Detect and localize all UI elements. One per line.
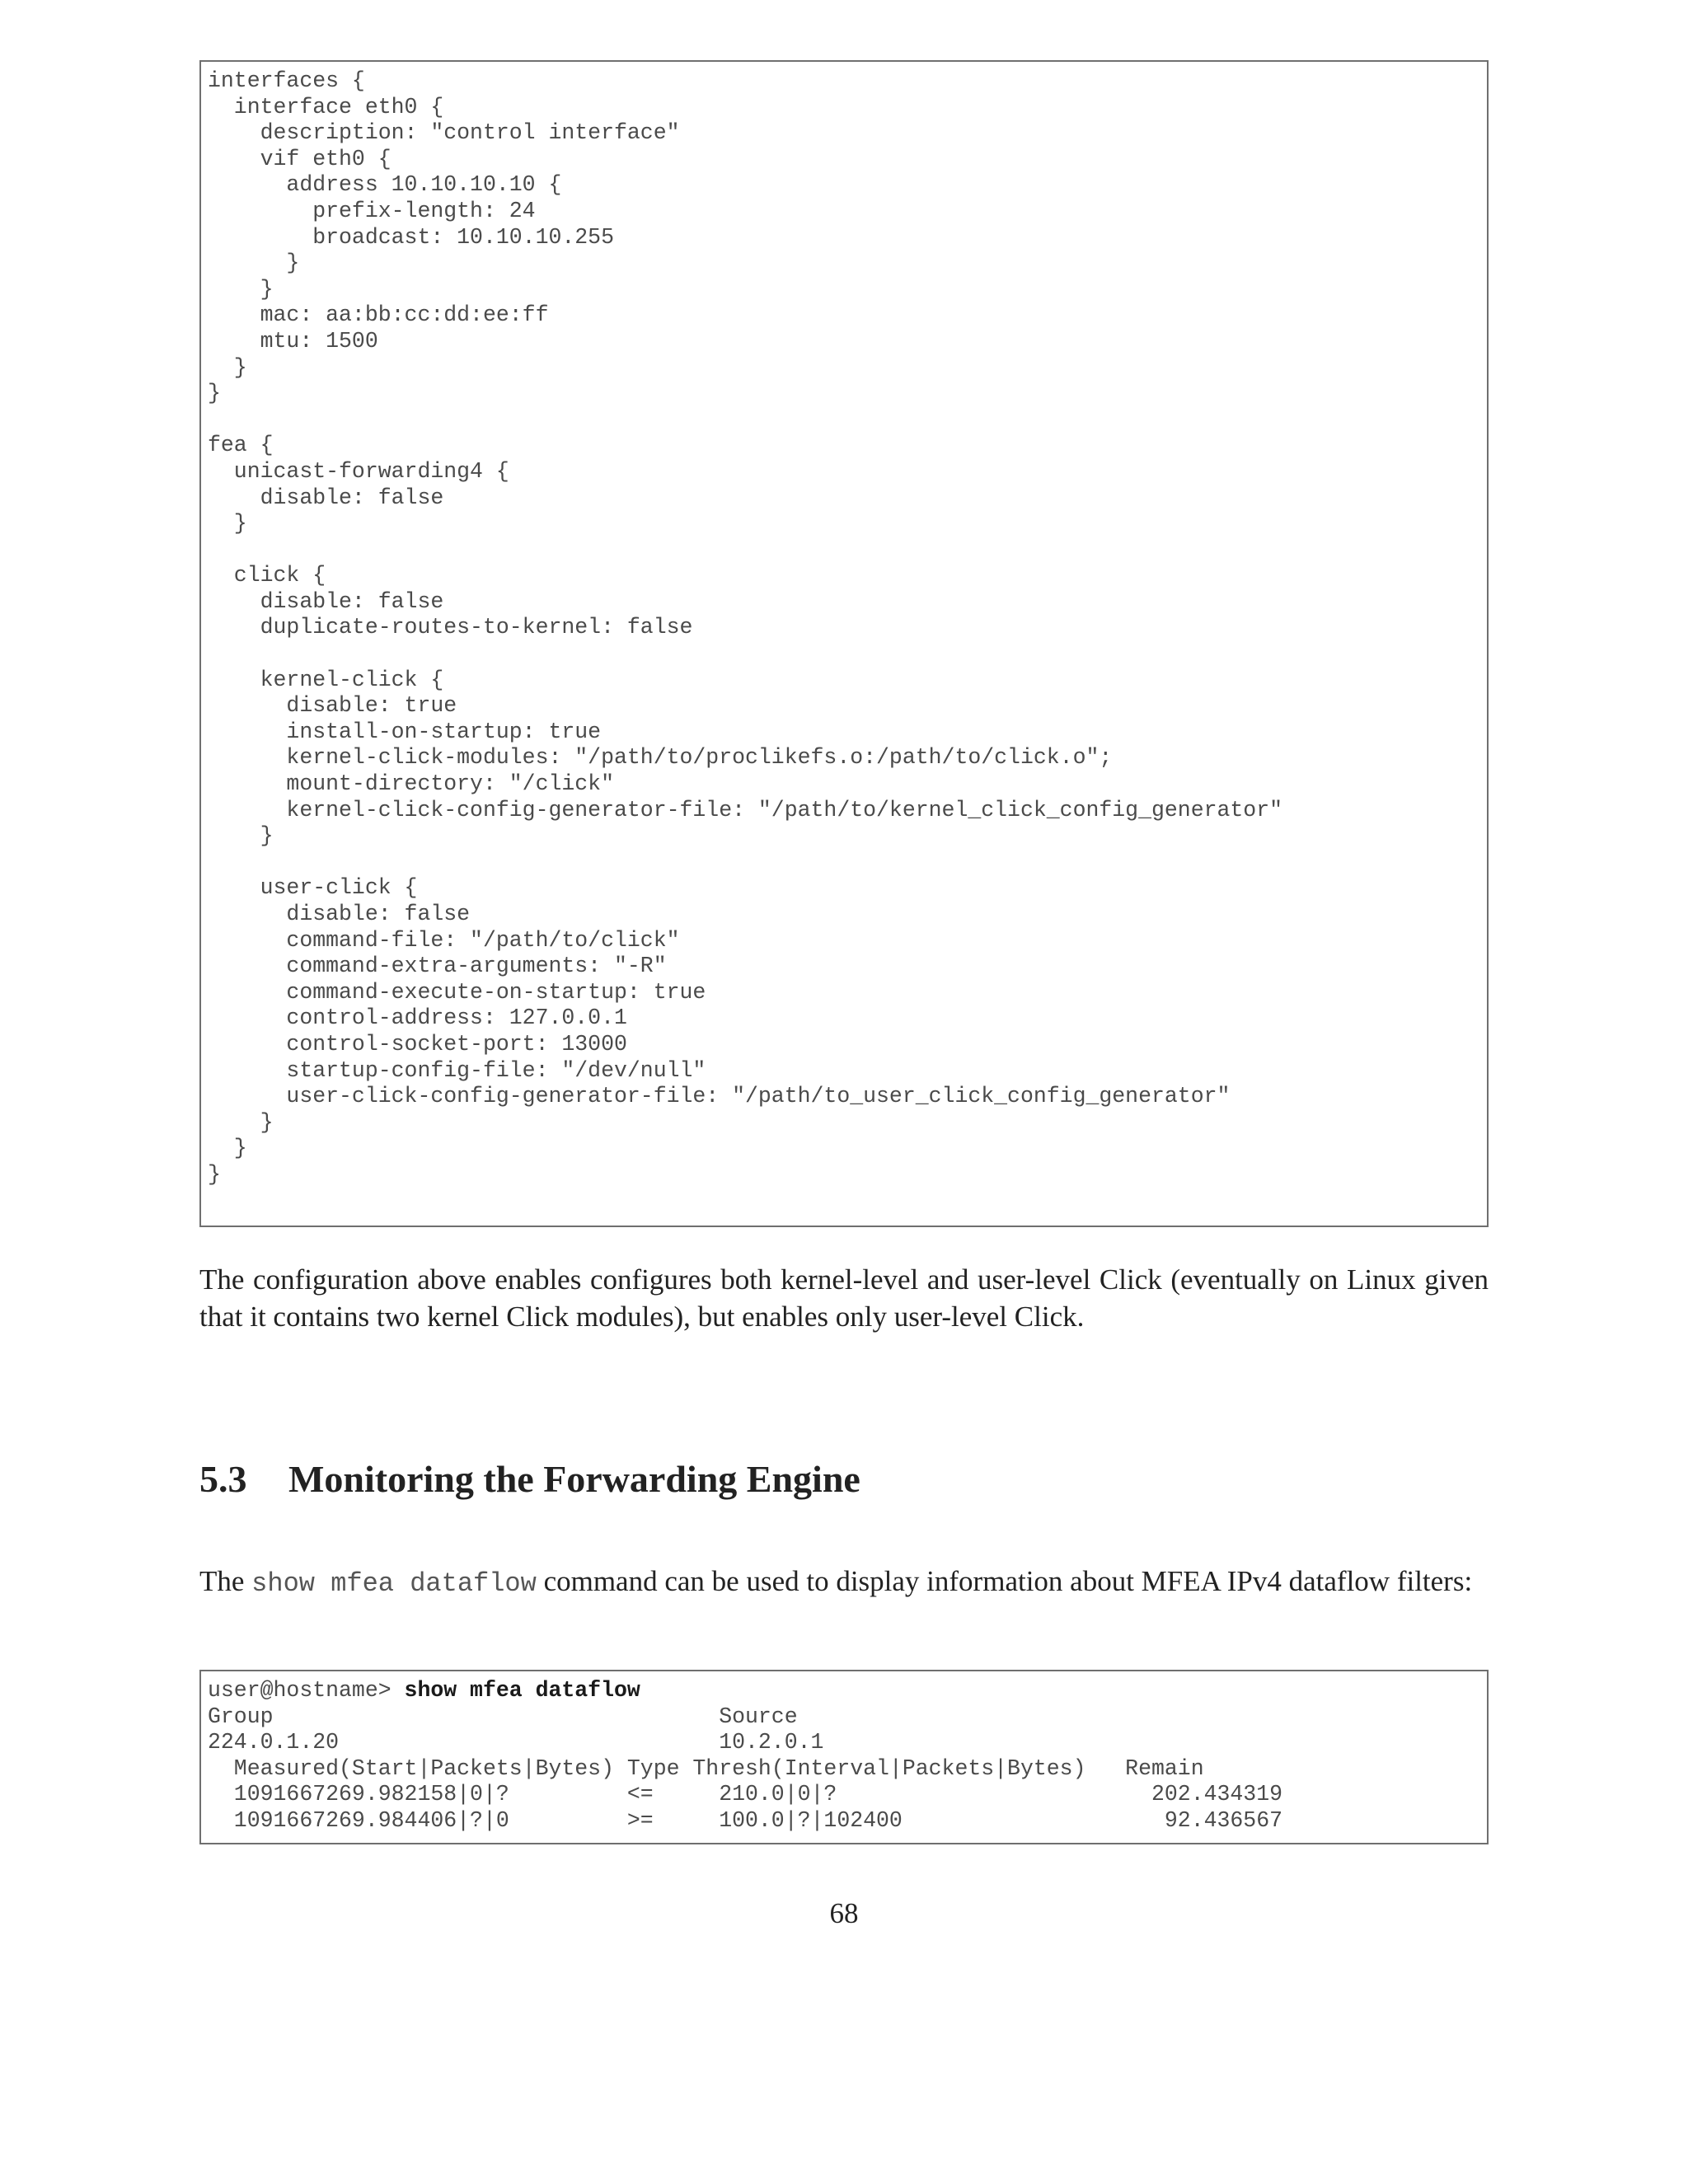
page-number: 68 (829, 1897, 859, 1929)
section-heading (199, 1457, 860, 1501)
mfea-description-paragraph (199, 1563, 1489, 1602)
inline-command: show mfea dataflow (251, 1568, 537, 1599)
dataflow-output-box (199, 1670, 1489, 1844)
shell-prompt: user@hostname> (208, 1678, 405, 1703)
section-title: Monitoring the Forwarding Engine (288, 1458, 860, 1500)
dataflow-output: Group Source 224.0.1.20 10.2.0.1 Measured(Start|Packets|Bytes) Type Thresh(Interval|Packets|Bytes) Remain 1091667269.982158|0|? <= 210.0|0|? 202.434319 1091667269.984406|?|0 >= 100.0|?|102400 92.436567 (208, 1704, 1283, 1833)
dataflow-terminal (201, 1678, 1487, 1835)
shell-command: show mfea dataflow (404, 1678, 640, 1703)
config-code-box (199, 60, 1489, 1227)
mfea-paragraph-prefix: The (199, 1565, 252, 1597)
config-code: interfaces { interface eth0 { description: "control interface" vif eth0 { address 10.10.10.10 { prefix-length: 24 broadcast: 10.10.10.255 } } mac: aa:bb:cc:dd:ee:ff mtu: 1500 } } fea { unicast-forwarding4 { disable: false } click { disable: false duplicate-routes-to-kernel: false kernel-click { disable: true install-on-startup: true kernel-click-modules: "/path/to/proclikefs.o:/path/to/click.o"; mount-directory: "/click" kernel-click-config-generator-file: "/path/to/kernel_click_config_generator" } user-click { disable: false command-file: "/path/to/click" command-extra-arguments: "-R" command-execute-on-startup: true control-address: 127.0.0.1 control-socket-port: 13000 startup-config-file: "/dev/null" user-click-config-generator-file: "/path/to_user_click_config_generator" } } } (208, 68, 1283, 1187)
config-description-paragraph: The configuration above enables configures both kernel-level and user-level Click (eventually on Linux given that it contains two kernel Click modules), but enables only user-level Click. (199, 1263, 1489, 1333)
mfea-paragraph-suffix: command can be used to display information about MFEA IPv4 dataflow filters: (536, 1565, 1473, 1597)
section-number: 5.3 (199, 1458, 247, 1500)
